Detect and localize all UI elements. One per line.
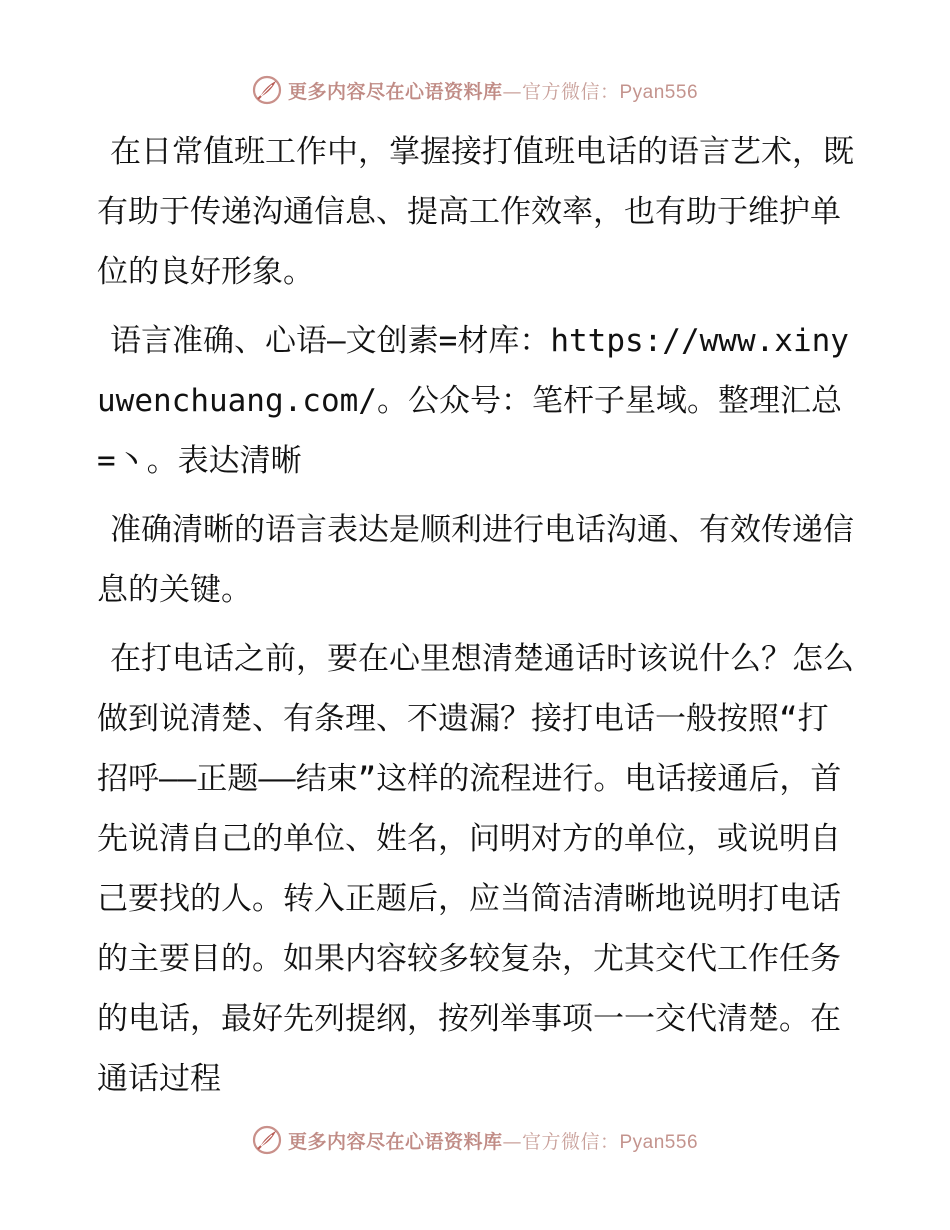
- feather-quill-logo-icon: [252, 75, 282, 105]
- header-watermark: [0, 70, 950, 110]
- footer-watermark: [0, 1120, 950, 1160]
- watermark-text: 更多内容尽在心语资料库—官方微信：Pyan556: [287, 80, 699, 103]
- paragraph-1: 在日常值班工作中，掌握接打值班电话的语言艺术，既有助于传递沟通信息、提高工作效率，也有助于维护单位的良好形象。: [97, 134, 854, 290]
- watermark-text: 更多内容尽在心语资料库—官方微信：Pyan556: [287, 1130, 699, 1153]
- paragraph-2: 语言准确、心语—文创素=材库：https://www.xinyuwenchuang.com/。公众号：笔杆子星域。整理汇总=丶。表达清晰: [97, 323, 849, 479]
- paragraph-4: 在打电话之前，要在心里想清楚通话时该说什么？怎么做到说清楚、有条理、不遗漏？接打电话一般按照“打招呼——正题——结束”这样的流程进行。电话接通后，首先说清自己的单位、姓名，问明对方的单位，或说明自己要找的人。转入正题后，应当简洁清晰地说明打电话的主要目的。如果内容较多较复杂，尤其交代工作任务的电话，最好先列提纲，按列举事项一一交代清楚。在通话过程: [97, 641, 854, 1097]
- paragraph-3: 准确清晰的语言表达是顺利进行电话沟通、有效传递信息的关键。: [97, 512, 854, 608]
- feather-quill-logo-icon: [252, 1125, 282, 1155]
- body-text: [97, 122, 857, 1118]
